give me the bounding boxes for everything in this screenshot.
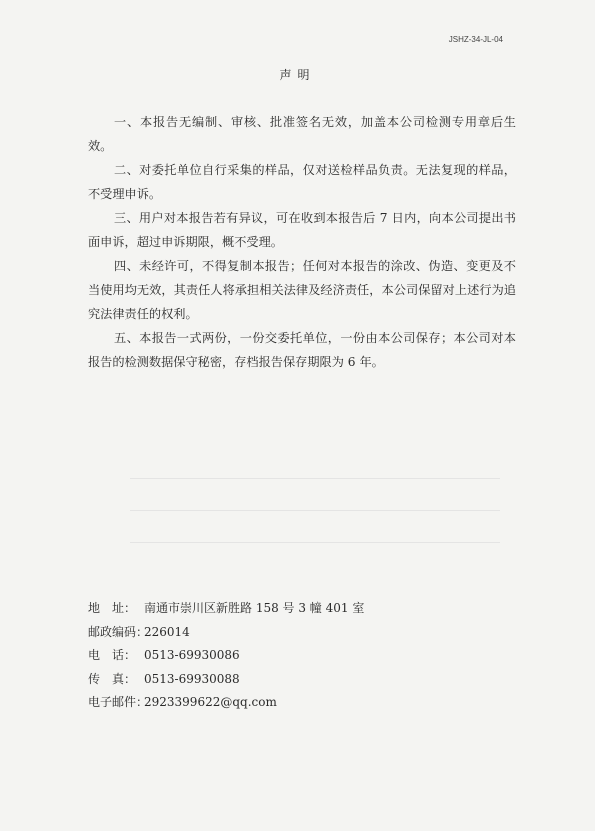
- phone-value: 0513-69930086: [144, 648, 240, 662]
- fax-row: [88, 668, 418, 692]
- clause-1: 一、本报告无编制、审核、批准签名无效，加盖本公司检测专用章后生效。: [88, 115, 516, 153]
- address-value: 南通市崇川区新胜路 158 号 3 幢 401 室: [144, 601, 365, 615]
- phone-row: [88, 644, 418, 668]
- phone-label: 电 话：: [88, 648, 137, 662]
- address-row: [88, 597, 418, 621]
- postcode-value: 226014: [144, 624, 190, 639]
- bleed-through-table: [130, 448, 500, 543]
- document-code: JSHZ-34-JL-04: [448, 35, 503, 44]
- bleed-line: [130, 542, 500, 543]
- clause-2: 二、对委托单位自行采集的样品，仅对送检样品负责。无法复现的样品，不受理申诉。: [88, 163, 516, 201]
- statement-clauses: [88, 110, 516, 374]
- contact-info: [88, 597, 418, 715]
- fax-label: 传 真：: [88, 671, 137, 686]
- page-title: 声明: [279, 68, 316, 82]
- bleed-line: [130, 478, 500, 479]
- email-label: 电子邮件：: [88, 695, 149, 709]
- email-row: [88, 691, 418, 715]
- email-value: 2923399622@qq.com: [144, 695, 277, 709]
- fax-value: 0513-69930088: [144, 671, 240, 686]
- bleed-line: [130, 510, 500, 511]
- postcode-label: 邮政编码：: [88, 624, 149, 639]
- clause-4: 四、未经许可，不得复制本报告；任何对本报告的涂改、伪造、变更及不当使用均无效，其责任人将承担相关法律及经济责任，本公司保留对上述行为追究法律责任的权利。: [88, 259, 516, 321]
- clause-5: 五、本报告一式两份，一份交委托单位，一份由本公司保存；本公司对本报告的检测数据保守秘密，存档报告保存期限为 6 年。: [88, 331, 516, 369]
- address-label: 地 址：: [88, 601, 137, 615]
- postcode-row: [88, 621, 418, 645]
- clause-3: 三、用户对本报告若有异议，可在收到本报告后 7 日内，向本公司提出书面申诉，超过申诉期限，概不受理。: [88, 211, 516, 249]
